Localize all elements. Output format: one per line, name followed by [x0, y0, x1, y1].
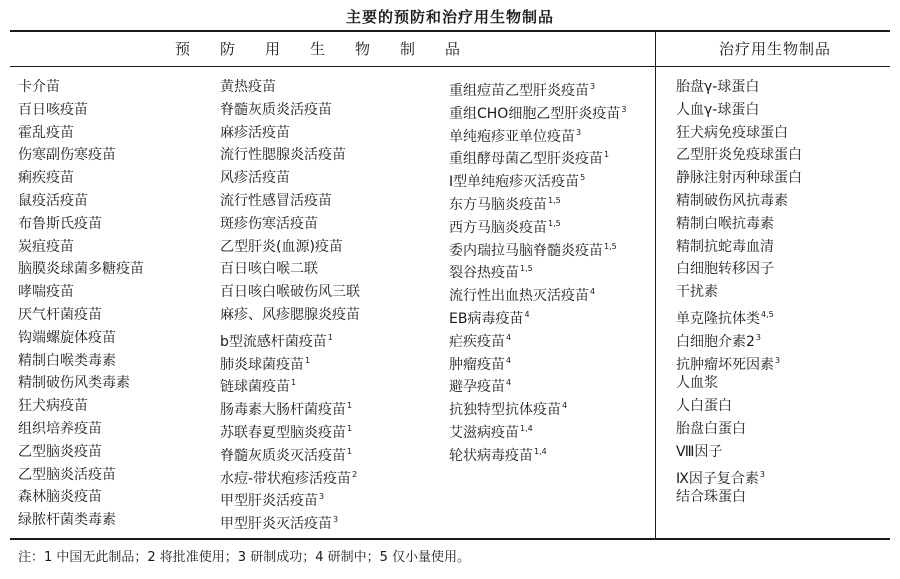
- item-label: 疟疾疫苗: [449, 333, 505, 350]
- list-item: [18, 167, 144, 190]
- list-item: [676, 190, 802, 213]
- item-label: 流行性腮腺炎活疫苗: [220, 147, 346, 164]
- list-item: [220, 122, 360, 145]
- list-item: [676, 236, 802, 259]
- item-label: Ⅸ因子复合素: [676, 470, 759, 487]
- item-label: 乙型肝炎免疫球蛋白: [676, 147, 802, 164]
- bottom-border: [10, 538, 890, 540]
- table-title: 主要的预防和治疗用生物制品: [345, 8, 554, 26]
- item-label: 水痘-带状疱疹活疫苗: [220, 470, 352, 487]
- list-item: [676, 76, 802, 99]
- item-label: 百日咳白喉二联: [220, 261, 318, 278]
- item-label: 麻疹活疫苗: [220, 124, 290, 141]
- footnote-marker: 1: [347, 401, 353, 411]
- list-item: [449, 236, 626, 259]
- list-item: [449, 258, 626, 281]
- list-item: [220, 281, 360, 304]
- item-label: 甲型肝炎灭活疫苗: [220, 516, 332, 533]
- list-item: [676, 327, 802, 350]
- list-item: [220, 190, 360, 213]
- item-label: 乙型肝炎(血源)疫苗: [220, 238, 343, 255]
- list-item: [220, 213, 360, 236]
- item-label: 组织培养疫苗: [18, 420, 102, 437]
- footnote-marker: 1: [305, 355, 311, 365]
- item-label: 流行性感冒活疫苗: [220, 192, 332, 209]
- item-label: 结合珠蛋白: [676, 489, 746, 506]
- list-item: [676, 372, 802, 395]
- header-prevention: 预防用生物制品: [174, 40, 490, 58]
- list-item: [220, 441, 360, 464]
- list-item: [449, 441, 626, 464]
- list-item: [676, 167, 802, 190]
- list-item: [18, 418, 144, 441]
- item-label: I型单纯疱疹灭活疫苗: [449, 174, 580, 191]
- item-label: 西方马脑炎疫苗: [449, 219, 547, 236]
- prevention-column-1: [18, 76, 144, 532]
- header-divider: [10, 66, 890, 67]
- item-label: 重组CHO细胞乙型肝炎疫苗: [449, 105, 621, 122]
- list-item: [220, 464, 360, 487]
- list-item: [220, 258, 360, 281]
- footnote-marker: 4: [506, 355, 512, 365]
- list-item: [18, 190, 144, 213]
- item-label: 单克隆抗体类: [676, 310, 760, 327]
- item-label: 精制抗蛇毒血清: [676, 238, 774, 255]
- footnote-marker: 1,4: [520, 423, 533, 433]
- list-item: [220, 76, 360, 99]
- list-item: [220, 236, 360, 259]
- item-label: 脑膜炎球菌多糖疫苗: [18, 261, 144, 278]
- footnote-marker: 2: [352, 469, 358, 479]
- list-item: [676, 304, 802, 327]
- list-item: [18, 304, 144, 327]
- footnote-marker: 4: [524, 309, 530, 319]
- footnote-marker: 4: [506, 332, 512, 342]
- item-label: 哮喘疫苗: [18, 284, 74, 301]
- column-divider: [655, 30, 656, 539]
- item-label: 肠毒素大肠杆菌疫苗: [220, 402, 346, 419]
- item-label: 霍乱疫苗: [18, 124, 74, 141]
- list-item: [18, 76, 144, 99]
- list-item: [449, 327, 626, 350]
- treatment-column: [676, 76, 802, 509]
- item-label: 白细胞介素2: [676, 333, 755, 350]
- list-item: [676, 486, 802, 509]
- footnote-marker: 1: [347, 423, 353, 433]
- footnote-marker: 3: [319, 492, 325, 502]
- footnote-marker: 4,5: [761, 309, 774, 319]
- item-label: 流行性出血热灭活疫苗: [449, 288, 589, 305]
- list-item: [449, 76, 626, 99]
- item-label: 肺炎球菌疫苗: [220, 356, 304, 373]
- item-label: 链球菌疫苗: [220, 379, 290, 396]
- list-item: [18, 372, 144, 395]
- item-label: 脊髓灰质炎活疫苗: [220, 101, 332, 118]
- item-label: 狂犬病免疫球蛋白: [676, 124, 788, 141]
- item-label: 钩端螺旋体疫苗: [18, 329, 116, 346]
- list-item: [449, 144, 626, 167]
- list-item: [18, 486, 144, 509]
- item-label: 静脉注射丙种球蛋白: [676, 170, 802, 187]
- list-item: [676, 395, 802, 418]
- item-label: 炭疽疫苗: [18, 238, 74, 255]
- list-item: [18, 395, 144, 418]
- item-label: 伤寒副伤寒疫苗: [18, 147, 116, 164]
- item-label: 狂犬病疫苗: [18, 398, 88, 415]
- footnote-marker: 1,5: [548, 195, 561, 205]
- item-label: 人白蛋白: [676, 398, 732, 415]
- list-item: [220, 395, 360, 418]
- list-item: [449, 122, 626, 145]
- list-item: [18, 144, 144, 167]
- item-label: 甲型肝炎活疫苗: [220, 493, 318, 510]
- list-item: [18, 99, 144, 122]
- list-item: [220, 327, 360, 350]
- item-label: 重组痘苗乙型肝炎疫苗: [449, 83, 589, 99]
- footnote-marker: 1: [604, 150, 610, 160]
- footnote-marker: 1,5: [520, 264, 533, 274]
- list-item: [18, 213, 144, 236]
- list-item: [220, 167, 360, 190]
- item-label: 艾滋病疫苗: [449, 424, 519, 441]
- list-item: [220, 144, 360, 167]
- list-item: [18, 350, 144, 373]
- footnote: 注：1 中国无此制品；2 将批准使用；3 研制成功；4 研制中；5 仅小量使用。: [18, 550, 471, 565]
- list-item: [18, 464, 144, 487]
- footnote-marker: 3: [333, 515, 339, 525]
- item-label: 东方马脑炎疫苗: [449, 196, 547, 213]
- list-item: [449, 190, 626, 213]
- list-item: [220, 304, 360, 327]
- list-item: [676, 418, 802, 441]
- item-label: 风疹活疫苗: [220, 170, 290, 187]
- list-item: [676, 213, 802, 236]
- item-label: 裂谷热疫苗: [449, 265, 519, 282]
- item-label: 黄热疫苗: [220, 79, 276, 95]
- item-label: 厌气杆菌疫苗: [18, 306, 102, 323]
- list-item: [676, 441, 802, 464]
- item-label: 鼠疫活疫苗: [18, 192, 88, 209]
- list-item: [676, 350, 802, 373]
- list-item: [676, 122, 802, 145]
- item-label: 人血浆: [676, 375, 718, 392]
- list-item: [449, 281, 626, 304]
- item-label: 重组酵母菌乙型肝炎疫苗: [449, 151, 603, 168]
- footnote-marker: 3: [775, 355, 781, 365]
- list-item: [449, 418, 626, 441]
- list-item: [449, 304, 626, 327]
- footnote-marker: 1: [291, 378, 297, 388]
- list-item: [220, 486, 360, 509]
- prevention-column-2: [220, 76, 360, 532]
- footnote-marker: 3: [621, 104, 627, 114]
- footnote-marker: 4: [590, 287, 596, 297]
- list-item: [220, 418, 360, 441]
- item-label: 脊髓灰质炎灭活疫苗: [220, 447, 346, 464]
- item-label: 乙型脑炎活疫苗: [18, 466, 116, 483]
- header-treatment: 治疗用生物制品: [718, 40, 831, 58]
- list-item: [676, 258, 802, 281]
- prevention-column-3: [449, 76, 626, 464]
- item-label: 精制破伤风抗毒素: [676, 192, 788, 209]
- footnote-marker: 4: [562, 401, 568, 411]
- list-item: [676, 144, 802, 167]
- list-item: [220, 372, 360, 395]
- footnote-marker: 3: [759, 469, 765, 479]
- item-label: 百日咳疫苗: [18, 101, 88, 118]
- item-label: 单纯疱疹亚单位疫苗: [449, 128, 575, 145]
- footnote-marker: 1,4: [534, 446, 547, 456]
- footnote-marker: 1,5: [604, 241, 617, 251]
- item-label: 斑疹伤寒活疫苗: [220, 215, 318, 232]
- footnote-marker: 1: [327, 332, 333, 342]
- footnote-marker: 3: [590, 82, 596, 91]
- item-label: 干扰素: [676, 284, 718, 301]
- item-label: 森林脑炎疫苗: [18, 489, 102, 506]
- item-label: 精制破伤风类毒素: [18, 375, 130, 392]
- item-label: 精制白喉类毒素: [18, 352, 116, 369]
- item-label: 抗独特型抗体疫苗: [449, 402, 561, 419]
- item-label: 肿瘤疫苗: [449, 356, 505, 373]
- footnote-marker: 5: [580, 173, 586, 183]
- item-label: 卡介苗: [18, 79, 60, 95]
- list-item: [449, 372, 626, 395]
- item-label: 绿脓杆菌类毒素: [18, 512, 116, 529]
- item-label: Ⅷ因子: [676, 443, 723, 460]
- item-label: 苏联春夏型脑炎疫苗: [220, 424, 346, 441]
- item-label: 痢疾疫苗: [18, 170, 74, 187]
- item-label: 百日咳白喉破伤风三联: [220, 284, 360, 301]
- list-item: [220, 350, 360, 373]
- list-item: [18, 281, 144, 304]
- item-label: 抗肿瘤坏死因素: [676, 356, 774, 373]
- item-label: 胎盘白蛋白: [676, 420, 746, 437]
- list-item: [18, 509, 144, 532]
- item-label: 精制白喉抗毒素: [676, 215, 774, 232]
- item-label: 避孕疫苗: [449, 379, 505, 396]
- list-item: [220, 99, 360, 122]
- item-label: 委内瑞拉马脑脊髓炎疫苗: [449, 242, 603, 259]
- footnote-marker: 3: [755, 332, 762, 342]
- list-item: [676, 99, 802, 122]
- item-label: 胎盘γ-球蛋白: [676, 79, 760, 95]
- item-label: 乙型脑炎疫苗: [18, 443, 102, 460]
- item-label: 布鲁斯氏疫苗: [18, 215, 102, 232]
- list-item: [449, 99, 626, 122]
- item-label: EB病毒疫苗: [449, 310, 524, 327]
- list-item: [18, 327, 144, 350]
- item-label: 人血γ-球蛋白: [676, 101, 760, 118]
- list-item: [449, 395, 626, 418]
- footnote-marker: 1,5: [548, 218, 561, 228]
- list-item: [18, 258, 144, 281]
- list-item: [676, 281, 802, 304]
- top-border: [10, 30, 890, 32]
- item-label: b型流感杆菌疫苗: [220, 333, 327, 350]
- list-item: [449, 167, 626, 190]
- list-item: [18, 122, 144, 145]
- list-item: [449, 213, 626, 236]
- item-label: 麻疹、风疹腮腺炎疫苗: [220, 306, 360, 323]
- list-item: [676, 464, 802, 487]
- list-item: [449, 350, 626, 373]
- footnote-marker: 3: [576, 127, 582, 137]
- footnote-marker: 1: [347, 446, 353, 456]
- item-label: 轮状病毒疫苗: [449, 447, 533, 464]
- footnote-marker: 4: [506, 378, 512, 388]
- item-label: 白细胞转移因子: [676, 261, 774, 278]
- list-item: [18, 441, 144, 464]
- list-item: [220, 509, 360, 532]
- list-item: [18, 236, 144, 259]
